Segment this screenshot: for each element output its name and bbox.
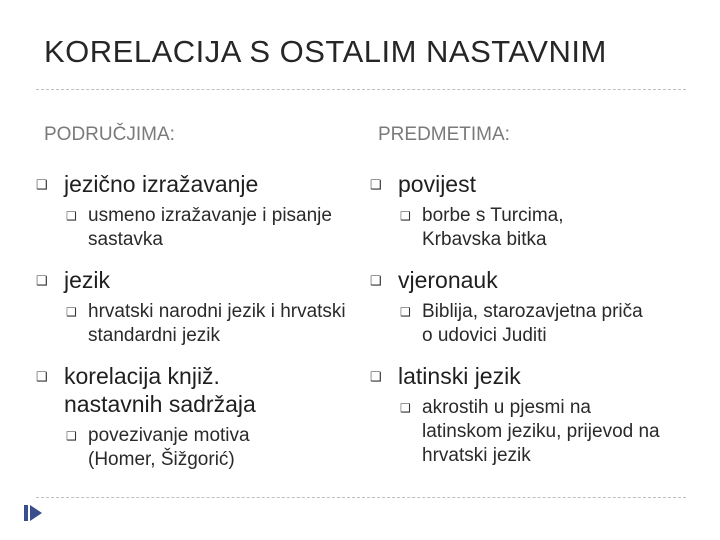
sub-list-item (36, 204, 338, 252)
right-column-heading: PREDMETIMA: (378, 124, 510, 145)
square-bullet-icon: ❑ (36, 273, 48, 288)
square-bullet-icon: ❑ (66, 429, 77, 443)
list-item-label: jezik (64, 267, 111, 293)
sub-list-item-label: borbe s Turcima, Krbavska bitka (422, 205, 564, 250)
left-column-heading: PODRUČJIMA: (44, 124, 175, 145)
list-item (36, 266, 324, 294)
square-bullet-icon: ❑ (66, 209, 77, 223)
list-item-label: jezično izražavanje (64, 171, 259, 197)
sub-list-item (370, 204, 622, 252)
square-bullet-icon: ❑ (36, 177, 48, 192)
sub-list-item (36, 424, 308, 472)
sub-list-item (370, 300, 652, 348)
square-bullet-icon: ❑ (370, 273, 382, 288)
square-bullet-icon: ❑ (400, 401, 411, 415)
sub-list-item (36, 300, 348, 348)
list-item (370, 266, 658, 294)
top-divider (36, 89, 686, 90)
left-column (36, 170, 346, 472)
square-bullet-icon: ❑ (370, 369, 382, 384)
square-bullet-icon: ❑ (370, 177, 382, 192)
list-item-label: latinski jezik (398, 363, 521, 389)
sub-list-item-label: Biblija, starozavjetna priča o udovici Juditi (422, 301, 643, 346)
list-item (36, 170, 324, 198)
bottom-divider (36, 497, 686, 498)
nav-bar-icon (24, 505, 28, 521)
sub-list-item-label: usmeno izražavanje i pisanje sastavka (88, 205, 332, 250)
square-bullet-icon: ❑ (400, 209, 411, 223)
list-item (36, 362, 294, 418)
list-item-label: vjeronauk (398, 267, 498, 293)
square-bullet-icon: ❑ (66, 305, 77, 319)
sub-list-item-label: hrvatski narodni jezik i hrvatski standardni jezik (88, 301, 346, 346)
list-item-label: korelacija knjiž. nastavnih sadržaja (64, 363, 256, 417)
sub-list-item-label: povezivanje motiva (Homer, Šižgorić) (88, 425, 250, 470)
right-column (370, 170, 680, 468)
sub-list-item-label: akrostih u pjesmi na latinskom jeziku, prijevod na hrvatski jezik (422, 397, 660, 466)
slide-title: KORELACIJA S OSTALIM NASTAVNIM (44, 34, 607, 69)
square-bullet-icon: ❑ (36, 369, 48, 384)
play-arrow-icon[interactable] (30, 505, 42, 521)
square-bullet-icon: ❑ (400, 305, 411, 319)
list-item-label: povijest (398, 171, 476, 197)
sub-list-item (370, 396, 662, 468)
list-item (370, 170, 658, 198)
list-item (370, 362, 658, 390)
